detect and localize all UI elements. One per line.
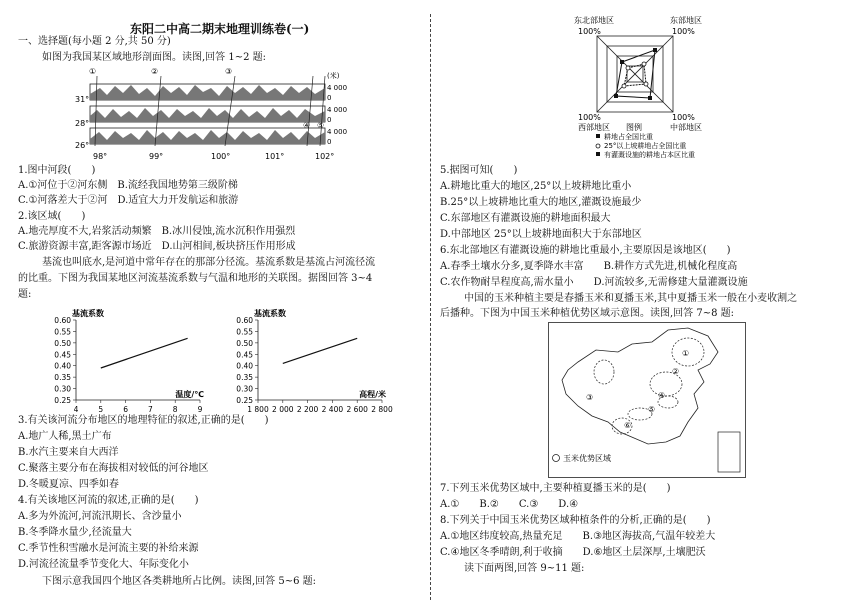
y-tick-label: 0.45 (236, 350, 253, 360)
y-tick-label: 0.30 (54, 384, 71, 394)
farmland-ratio-diagram (560, 14, 710, 162)
q1-options-ab: A.①河位于②河东侧 B.流经我国地势第三级阶梯 (18, 180, 238, 191)
y-axis-title: 基流系数 (254, 309, 286, 318)
intro-q1-2: 如图为我国某区域地形剖面图。读图,回答 1~2 题: (42, 52, 267, 63)
south-sea-inset (718, 432, 740, 472)
q4-stem: 4.有关该地区河流的叙述,正确的是( ) (18, 495, 199, 506)
profile-strip-3 (90, 128, 325, 144)
q6-options-cd: C.农作物耐旱程度高,需水量小 D.河流较多,无需修建大量灌溉设施 (440, 277, 748, 288)
y-tick-label: 0.50 (236, 338, 253, 348)
q5-option-c: C.东部地区有灌溉设施的耕地面积最大 (440, 213, 611, 224)
corner-pct: 100% (578, 113, 601, 122)
q8-options-ab: A.①地区纬度较高,热量充足 B.③地区海拔高,气温年较差大 (440, 531, 716, 542)
china-corn-map (548, 322, 746, 478)
q5-option-b: B.25°以上坡耕地比重大的地区,灌溉设施最少 (440, 197, 642, 208)
q5-option-a: A.耕地比重大的地区,25°以上坡耕地比重小 (440, 181, 632, 192)
y-tick-label: 0.35 (54, 373, 71, 383)
legend-item: 耕地占全国比重 (604, 133, 653, 141)
q1-options-cd: C.①河落差大于②河 D.适宜大力开发航运和旅游 (18, 195, 239, 206)
river-mark-3: ③ (225, 67, 233, 76)
y-tick-label: 0.55 (236, 327, 253, 337)
x-tick-label: 2 800 (371, 405, 393, 414)
region-label: ① (682, 349, 690, 358)
intro-q9-11: 读下面两图,回答 9~11 题: (464, 563, 585, 574)
q8-options-cd: C.④地区冬季晴朗,利于收摘 D.⑥地区土层深厚,土壤肥沃 (440, 547, 706, 558)
profile-strip-1 (90, 84, 325, 100)
column-divider (430, 14, 432, 600)
trend-line (101, 338, 188, 368)
corner-pct: 100% (672, 27, 695, 36)
region-label: ④ (658, 391, 666, 400)
intro-q5-6: 下图示意我国四个地区各类耕地所占比例。读图,回答 5~6 题: (42, 576, 317, 587)
section-heading: 一、选择题(每小题 2 分,共 50 分) (18, 36, 171, 47)
q7-options: A.① B.② C.③ D.④ (440, 499, 579, 510)
lat-label: 26° (75, 141, 90, 150)
lon-label: 101° (265, 152, 285, 161)
q7-stem: 7.下列玉米优势区域中,主要种植夏播玉米的是( ) (440, 483, 671, 494)
river-mark-1: ① (89, 67, 97, 76)
q5-stem: 5.据图可知( ) (440, 165, 518, 176)
q3-option-d: D.冬暖夏凉、四季如春 (18, 479, 119, 490)
region-label: ③ (586, 393, 594, 402)
x-tick-label: 7 (148, 405, 153, 414)
y-tick-label: 0.45 (54, 350, 71, 360)
river-mark-5: ⑤ (317, 121, 325, 130)
lat-label: 28° (75, 119, 90, 128)
elev-label: (米) (327, 72, 340, 80)
y-tick-label: 0.30 (236, 384, 253, 394)
region-label: ⑤ (648, 405, 656, 414)
y-tick-label: 0.40 (236, 361, 253, 371)
q2-options-cd: C.旅游资源丰富,距客源市场近 D.山河相间,板块挤压作用形成 (18, 241, 296, 252)
corner-label-central: 中部地区 (670, 123, 702, 132)
x-tick-label: 2 400 (321, 405, 344, 414)
page-title: 东阳二中高二期末地理训练卷(一) (130, 22, 310, 36)
corner-label-east: 东部地区 (670, 16, 702, 25)
x-tick-label: 2 000 (272, 405, 294, 414)
lat-label: 31° (75, 95, 90, 104)
y-tick-label: 0.55 (54, 327, 71, 337)
q4-option-d: D.河流径流量季节变化大、年际变化小 (18, 559, 189, 570)
corner-label-northeast: 东北部地区 (574, 16, 614, 25)
corner-pct: 100% (672, 113, 695, 122)
q2-options-ab: A.地壳厚度不大,岩浆活动频繁 B.冰川侵蚀,流水沉积作用强烈 (18, 226, 296, 237)
x-tick-label: 2 200 (296, 405, 319, 414)
x-tick-label: 6 (123, 405, 128, 414)
baseflow-temperature-chart (40, 308, 212, 414)
corner-pct: 100% (578, 27, 601, 36)
corner-label-west: 西部地区 (578, 123, 610, 132)
lon-label: 100° (211, 152, 231, 161)
baseflow-elevation-chart (222, 308, 394, 414)
q3-option-c: C.聚落主要分布在海拔相对较低的河谷地区 (18, 463, 209, 474)
y-tick-label: 0.60 (54, 316, 71, 325)
q3-option-b: B.水汽主要来自大西洋 (18, 447, 119, 458)
x-tick-label: 9 (197, 405, 203, 414)
y-tick-label: 0.40 (54, 361, 71, 371)
elev-label: 4 000 (327, 84, 348, 92)
region-label: ② (672, 367, 680, 376)
lon-label: 102° (315, 152, 335, 161)
elev-label: 4 000 (327, 106, 348, 114)
q5-option-d: D.中部地区 25°以上坡耕地面积大于东部地区 (440, 229, 642, 240)
x-tick-label: 5 (98, 405, 104, 414)
legend-item: 25°以上坡耕地占全国比重 (604, 142, 687, 150)
q1-stem: 1.图中河段( ) (18, 165, 96, 176)
q6-stem: 6.东北部地区有灌溉设施的耕地比重最小,主要原因是该地区( ) (440, 245, 731, 256)
y-tick-label: 0.25 (54, 396, 71, 405)
intro-q3-4-line1: 基流也叫底水,是河道中常年存在的那部分径流。基流系数是基流占河流径流 (42, 257, 376, 268)
terrain-profile-figure (75, 66, 350, 162)
intro-q7-8-line1: 中国的玉米种植主要是春播玉米和夏播玉米,其中夏播玉米一般在小麦收割之 (464, 293, 798, 304)
y-tick-label: 0.50 (54, 338, 71, 348)
q2-stem: 2.该区域( ) (18, 211, 86, 222)
profile-strip-2 (90, 106, 325, 122)
intro-q3-4-line2: 的比重。下图为我国某地区河流基流系数与气温和地形的关联图。据图回答 3~4 (18, 273, 373, 284)
q8-stem: 8.下列关于中国玉米优势区域种植条件的分析,正确的是( ) (440, 515, 711, 526)
q6-options-ab: A.春季土壤水分多,夏季降水丰富 B.耕作方式先进,机械化程度高 (440, 261, 738, 272)
lon-label: 99° (149, 152, 164, 161)
x-axis-title: 温度/℃ (175, 390, 204, 399)
legend-region-symbol (553, 455, 560, 462)
x-tick-label: 2 600 (346, 405, 368, 414)
legend-title: 图例 (626, 123, 642, 132)
river-mark-2: ② (151, 67, 159, 76)
q4-option-b: B.冬季降水量少,径流量大 (18, 527, 132, 538)
legend-circle-marker (596, 144, 600, 148)
intro-q3-4-line3: 题: (18, 289, 32, 300)
legend-square-marker (596, 152, 600, 156)
y-tick-label: 0.25 (236, 396, 253, 405)
trend-line (283, 338, 357, 363)
x-tick-label: 4 (73, 405, 79, 414)
q4-option-c: C.季节性积雪融水是河流主要的补给来源 (18, 543, 199, 554)
elev-label: 4 000 (327, 128, 348, 136)
legend-item: 有灌溉设施的耕地占本区比重 (604, 151, 695, 159)
q3-stem: 3.有关该河流分布地区的地理特征的叙述,正确的是( ) (18, 415, 269, 426)
x-tick-label: 1 800 (247, 405, 269, 414)
elev-label: 0 (327, 116, 332, 124)
x-axis-title: 高程/米 (359, 390, 386, 399)
y-axis-title: 基流系数 (72, 309, 104, 318)
elev-label: 0 (327, 94, 332, 102)
x-tick-label: 8 (172, 405, 178, 414)
concentric-squares (597, 36, 673, 112)
map-legend-label: 玉米优势区域 (563, 454, 611, 463)
y-tick-label: 0.60 (236, 316, 253, 325)
q3-option-a: A.地广人稀,黑土广布 (18, 431, 112, 442)
region-label: ⑥ (624, 421, 632, 430)
elev-label: 0 (327, 138, 332, 146)
q4-option-a: A.多为外流河,河流汛期长、含沙量小 (18, 511, 182, 522)
lon-label: 98° (93, 152, 108, 161)
legend-square-marker (596, 134, 600, 138)
river-mark-4: ④ (303, 121, 311, 130)
intro-q7-8-line2: 后播种。下图为中国玉米种植优势区域示意图。读图,回答 7~8 题: (440, 308, 735, 319)
y-tick-label: 0.35 (236, 373, 253, 383)
